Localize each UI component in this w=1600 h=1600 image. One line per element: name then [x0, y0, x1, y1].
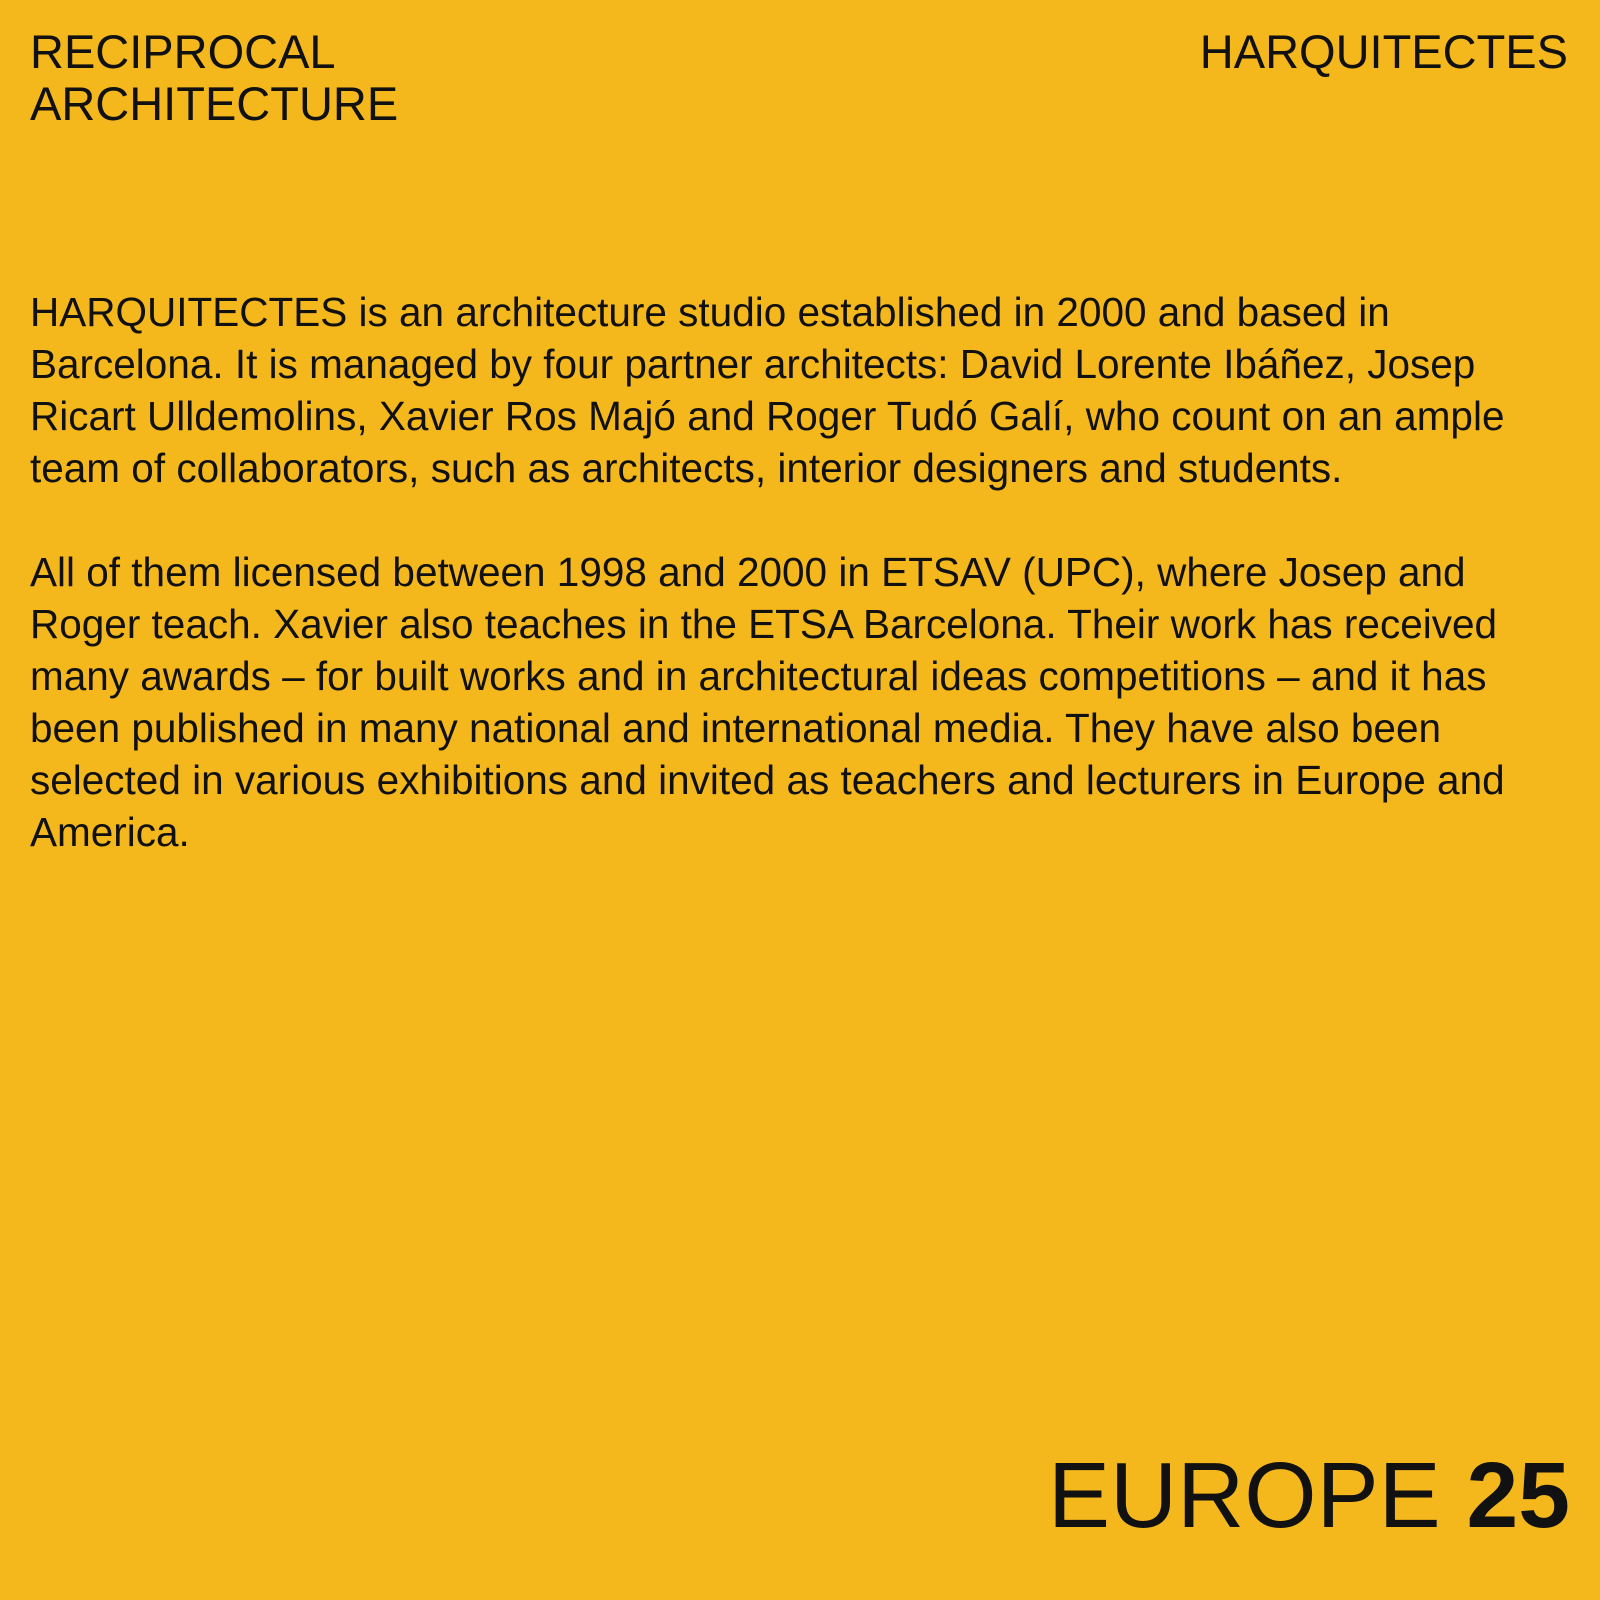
studio-description — [30, 286, 1575, 910]
series-title-line-2: ARCHITECTURE — [30, 77, 399, 130]
series-title — [30, 26, 398, 130]
studio-name: HARQUITECTES — [1199, 25, 1568, 78]
europe-25-logo — [1048, 1445, 1570, 1545]
series-title-line-1: RECIPROCAL — [30, 25, 336, 78]
logo-number: 25 — [1466, 1443, 1570, 1547]
description-paragraph-1: HARQUITECTES is an architecture studio established in 2000 and based in Barcelona. It is managed by four partner architects: David Lorente Ibáñez, Josep Ricart Ulldemolins, Xavier Ros Majó and Roger Tudó Galí, who count on an ample team of collaborators, such as architects, interior designers and students. — [30, 289, 1505, 491]
description-paragraph-2: All of them licensed between 1998 and 2000 in ETSAV (UPC), where Josep and Roger teach. Xavier also teaches in the ETSA Barcelona. Their work has received many awards – for built works and in architectural ideas competitions – and it has been published in many national and international media. They have also been selected in various exhibitions and invited as teachers and lecturers in Europe and America. — [30, 549, 1505, 855]
logo-word: EUROPE — [1047, 1443, 1467, 1547]
